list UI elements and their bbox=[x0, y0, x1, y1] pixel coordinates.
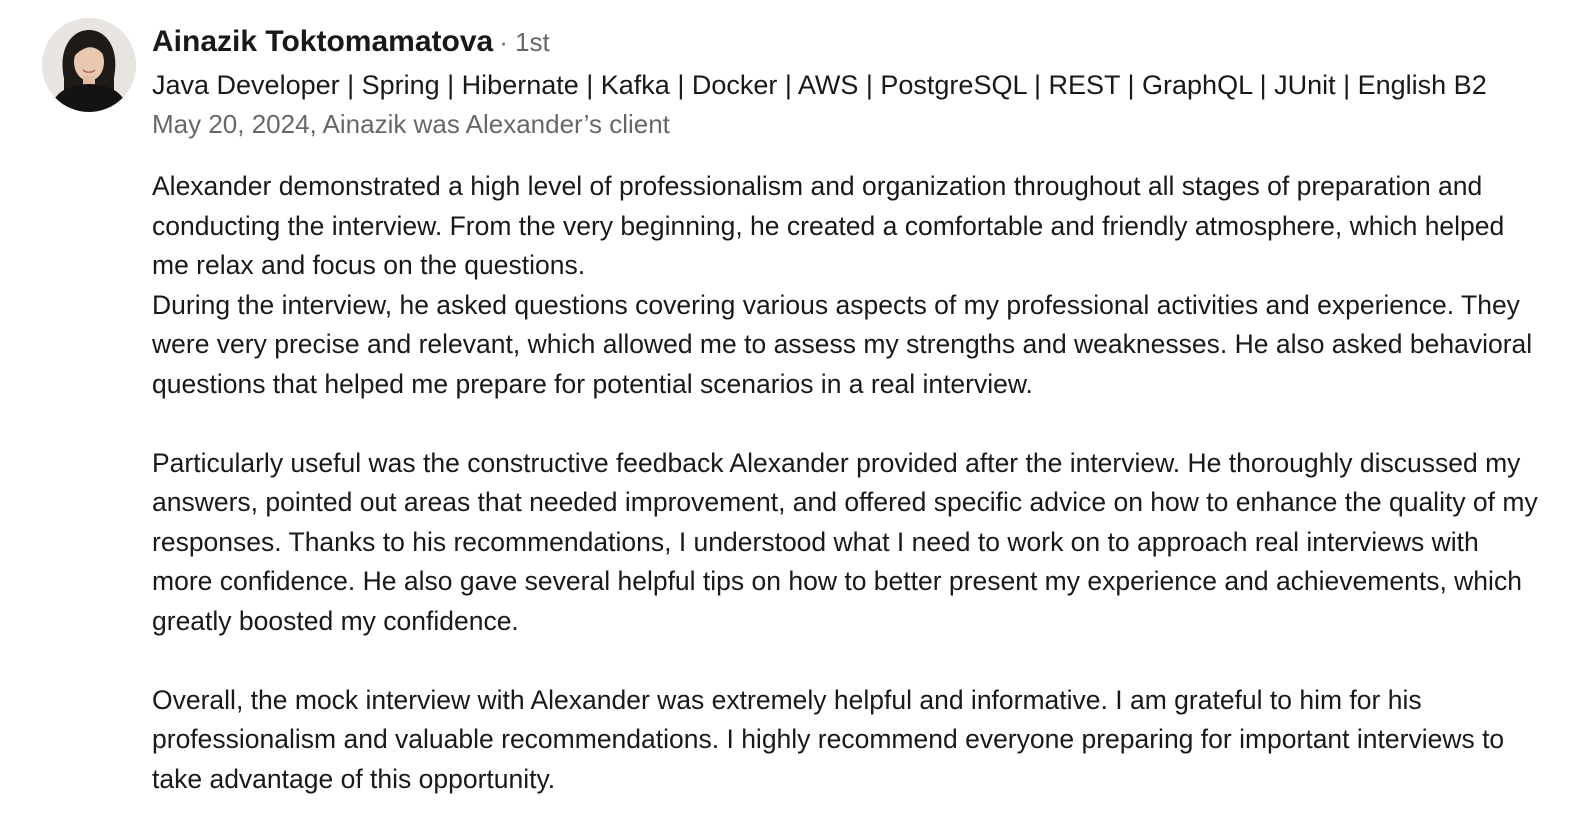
paragraph: Alexander demonstrated a high level of professionalism and organization throughout all stages of preparation and conducting the interview. From the very beginning, he created a comfortable and friendly atmosphere, which helped me relax and focus on the questions. bbox=[152, 171, 1505, 280]
author-name[interactable]: Ainazik Toktomamatova bbox=[152, 25, 494, 58]
profile-photo-icon bbox=[42, 18, 136, 112]
paragraph-gap bbox=[152, 404, 1542, 444]
author-headline: Java Developer | Spring | Hibernate | Kafka | Docker | AWS | PostgreSQL | REST | GraphQL | JUnit | English B2 bbox=[152, 70, 1487, 100]
paragraph: Overall, the mock interview with Alexander was extremely helpful and informative. I am grateful to him for his professionalism and valuable recommendations. I highly recommend everyone preparing for important interviews to take advantage of this opportunity. bbox=[152, 684, 1505, 794]
connection-degree: · 1st bbox=[499, 27, 550, 57]
author-avatar[interactable] bbox=[42, 18, 136, 112]
recommendation-meta: May 20, 2024, Ainazik was Alexander’s client bbox=[152, 109, 670, 139]
author-name-line bbox=[152, 22, 1552, 62]
recommendation-text bbox=[152, 167, 1542, 799]
recommendation-content bbox=[152, 22, 1552, 799]
paragraph-gap bbox=[152, 641, 1542, 681]
paragraph: During the interview, he asked questions covering various aspects of my professional activities and experience. They were very precise and relevant, which allowed me to assess my strengths and weaknesses. He also asked behavioral questions that helped me prepare for potential scenarios in a real interview. bbox=[152, 289, 1533, 399]
paragraph: Particularly useful was the constructive feedback Alexander provided after the interview. He thoroughly discussed my answers, pointed out areas that needed improvement, and offered specific advice on how to enhance the quality of my responses. Thanks to his recommendations, I understood what I need to work on to approach real interviews with more confidence. He also gave several helpful tips on how to better present my experience and achievements, which greatly boosted my confidence. bbox=[152, 447, 1538, 636]
